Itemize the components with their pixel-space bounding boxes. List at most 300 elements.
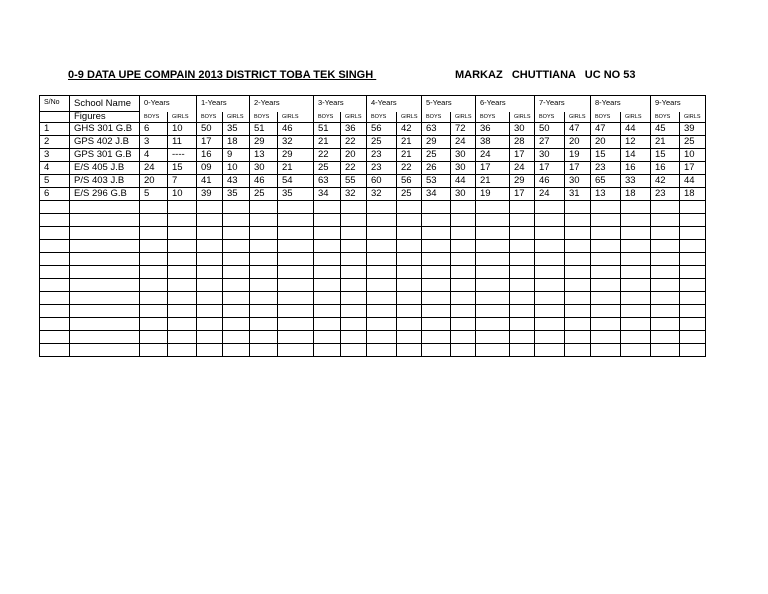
empty-cell (565, 305, 591, 318)
empty-cell (223, 318, 250, 331)
empty-cell (621, 253, 651, 266)
boys-count-cell: 36 (476, 123, 510, 136)
girls-count-cell: 44 (451, 175, 476, 188)
girls-count-cell: 21 (397, 136, 422, 149)
empty-cell (140, 240, 168, 253)
empty-cell (565, 240, 591, 253)
empty-cell (651, 253, 680, 266)
girls-count-cell: 30 (451, 188, 476, 201)
empty-cell (70, 292, 140, 305)
girls-count-cell: 56 (397, 175, 422, 188)
boys-count-cell: 47 (591, 123, 621, 136)
boys-count-cell: 30 (250, 162, 278, 175)
empty-cell (680, 201, 706, 214)
boys-subheader: BOYS (197, 112, 223, 123)
empty-cell (510, 292, 535, 305)
girls-subheader: GIRLS (565, 112, 591, 123)
empty-cell (197, 318, 223, 331)
empty-cell (341, 227, 367, 240)
empty-cell (680, 318, 706, 331)
girls-count-cell: 47 (565, 123, 591, 136)
empty-cell (621, 344, 651, 357)
empty-cell (651, 227, 680, 240)
empty-cell (397, 318, 422, 331)
boys-count-cell: 46 (535, 175, 565, 188)
boys-count-cell: 17 (535, 162, 565, 175)
empty-cell (70, 214, 140, 227)
empty-cell (367, 227, 397, 240)
girls-count-cell: 11 (168, 136, 197, 149)
empty-cell (278, 240, 314, 253)
empty-cell (535, 253, 565, 266)
empty-cell (422, 344, 451, 357)
empty-cell (341, 292, 367, 305)
empty-cell (451, 292, 476, 305)
boys-count-cell: 5 (140, 188, 168, 201)
empty-cell (422, 292, 451, 305)
boys-count-cell: 09 (197, 162, 223, 175)
empty-cell (621, 318, 651, 331)
empty-cell (680, 227, 706, 240)
empty-cell (510, 344, 535, 357)
boys-count-cell: 23 (367, 162, 397, 175)
empty-cell (565, 214, 591, 227)
boys-count-cell: 24 (140, 162, 168, 175)
empty-cell (565, 227, 591, 240)
empty-cell (314, 344, 341, 357)
boys-count-cell: 63 (422, 123, 451, 136)
age-group-header: 3-Years (314, 96, 367, 112)
empty-cell (367, 279, 397, 292)
empty-table-row (40, 344, 706, 357)
empty-cell (422, 279, 451, 292)
empty-cell (70, 240, 140, 253)
empty-cell (278, 331, 314, 344)
empty-cell (451, 214, 476, 227)
empty-cell (651, 266, 680, 279)
school-name-cell: GPS 301 G.B (70, 149, 140, 162)
boys-subheader: BOYS (250, 112, 278, 123)
empty-cell (397, 201, 422, 214)
empty-cell (70, 201, 140, 214)
empty-cell (140, 227, 168, 240)
girls-count-cell: 22 (341, 136, 367, 149)
empty-cell (168, 214, 197, 227)
empty-cell (476, 201, 510, 214)
empty-cell (314, 201, 341, 214)
empty-cell (621, 214, 651, 227)
empty-cell (278, 318, 314, 331)
empty-cell (140, 305, 168, 318)
empty-cell (168, 253, 197, 266)
boys-subheader: BOYS (535, 112, 565, 123)
girls-count-cell: 17 (565, 162, 591, 175)
girls-count-cell: 22 (341, 162, 367, 175)
serial-number-cell: 3 (40, 149, 70, 162)
girls-count-cell: 32 (341, 188, 367, 201)
girls-count-cell: 21 (397, 149, 422, 162)
upe-data-table (39, 95, 706, 357)
empty-cell (476, 214, 510, 227)
girls-count-cell: 31 (565, 188, 591, 201)
empty-cell (591, 266, 621, 279)
empty-cell (314, 331, 341, 344)
empty-cell (476, 305, 510, 318)
girls-subheader: GIRLS (680, 112, 706, 123)
empty-cell (476, 279, 510, 292)
empty-cell (40, 227, 70, 240)
empty-cell (278, 292, 314, 305)
empty-cell (451, 253, 476, 266)
girls-count-cell: 54 (278, 175, 314, 188)
empty-cell (422, 331, 451, 344)
boys-count-cell: 19 (476, 188, 510, 201)
boys-count-cell: 60 (367, 175, 397, 188)
girls-count-cell: 24 (451, 136, 476, 149)
empty-cell (565, 318, 591, 331)
boys-count-cell: 38 (476, 136, 510, 149)
girls-count-cell: 35 (223, 123, 250, 136)
boys-count-cell: 53 (422, 175, 451, 188)
school-name-cell: E/S 405 J.B (70, 162, 140, 175)
empty-cell (451, 279, 476, 292)
boys-count-cell: 45 (651, 123, 680, 136)
empty-cell (250, 292, 278, 305)
boys-count-cell: 16 (651, 162, 680, 175)
boys-count-cell: 25 (250, 188, 278, 201)
empty-cell (591, 279, 621, 292)
girls-subheader: GIRLS (168, 112, 197, 123)
empty-cell (367, 318, 397, 331)
empty-cell (341, 214, 367, 227)
empty-cell (40, 266, 70, 279)
boys-count-cell: 23 (651, 188, 680, 201)
empty-cell (314, 227, 341, 240)
girls-count-cell: 14 (621, 149, 651, 162)
table-row (40, 123, 706, 136)
girls-count-cell: 29 (510, 175, 535, 188)
empty-cell (168, 318, 197, 331)
empty-cell (680, 266, 706, 279)
girls-count-cell: 28 (510, 136, 535, 149)
empty-cell (40, 214, 70, 227)
empty-cell (278, 279, 314, 292)
empty-cell (621, 227, 651, 240)
empty-cell (451, 331, 476, 344)
empty-cell (250, 240, 278, 253)
empty-cell (40, 201, 70, 214)
boys-count-cell: 50 (535, 123, 565, 136)
girls-count-cell: 20 (565, 136, 591, 149)
empty-cell (140, 292, 168, 305)
empty-cell (565, 331, 591, 344)
girls-count-cell: 17 (680, 162, 706, 175)
empty-cell (422, 318, 451, 331)
boys-count-cell: 23 (591, 162, 621, 175)
empty-cell (535, 305, 565, 318)
serial-number-cell: 1 (40, 123, 70, 136)
boys-count-cell: 42 (651, 175, 680, 188)
empty-cell (278, 227, 314, 240)
document-title: 0-9 DATA UPE COMPAIN 2013 DISTRICT TOBA TEK SINGH (68, 69, 377, 81)
empty-cell (250, 227, 278, 240)
school-name-cell: GPS 402 J.B (70, 136, 140, 149)
markaz-uc-label: MARKAZ CHUTTIANA UC NO 53 (455, 69, 636, 81)
empty-cell (651, 318, 680, 331)
empty-cell (250, 201, 278, 214)
empty-cell (591, 253, 621, 266)
boys-count-cell: 21 (476, 175, 510, 188)
boys-subheader: BOYS (651, 112, 680, 123)
empty-cell (197, 266, 223, 279)
empty-cell (70, 266, 140, 279)
empty-cell (451, 344, 476, 357)
empty-cell (197, 253, 223, 266)
age-group-header: 6-Years (476, 96, 535, 112)
empty-cell (535, 331, 565, 344)
empty-cell (197, 240, 223, 253)
boys-count-cell: 21 (651, 136, 680, 149)
age-group-header: 5-Years (422, 96, 476, 112)
boys-count-cell: 46 (250, 175, 278, 188)
empty-cell (591, 318, 621, 331)
empty-cell (510, 253, 535, 266)
empty-cell (510, 240, 535, 253)
empty-cell (197, 279, 223, 292)
girls-subheader: GIRLS (510, 112, 535, 123)
boys-count-cell: 17 (476, 162, 510, 175)
empty-cell (70, 318, 140, 331)
boys-count-cell: 15 (651, 149, 680, 162)
boys-count-cell: 22 (314, 149, 341, 162)
table-row (40, 149, 706, 162)
empty-cell (397, 214, 422, 227)
girls-count-cell: 44 (680, 175, 706, 188)
girls-count-cell: 30 (451, 162, 476, 175)
empty-cell (367, 331, 397, 344)
empty-cell (510, 201, 535, 214)
empty-cell (197, 214, 223, 227)
empty-table-row (40, 253, 706, 266)
empty-cell (314, 305, 341, 318)
empty-cell (476, 253, 510, 266)
empty-cell (367, 266, 397, 279)
serial-number-cell: 4 (40, 162, 70, 175)
empty-cell (168, 331, 197, 344)
girls-count-cell: 55 (341, 175, 367, 188)
girls-count-cell: 30 (451, 149, 476, 162)
girls-count-cell: 9 (223, 149, 250, 162)
empty-cell (451, 305, 476, 318)
boys-count-cell: 51 (314, 123, 341, 136)
empty-cell (397, 227, 422, 240)
boys-count-cell: 13 (591, 188, 621, 201)
empty-cell (168, 305, 197, 318)
boys-count-cell: 25 (314, 162, 341, 175)
empty-cell (621, 279, 651, 292)
girls-count-cell: 18 (223, 136, 250, 149)
empty-cell (223, 292, 250, 305)
empty-cell (397, 305, 422, 318)
girls-count-cell: 39 (680, 123, 706, 136)
empty-cell (341, 279, 367, 292)
girls-subheader: GIRLS (397, 112, 422, 123)
empty-cell (510, 279, 535, 292)
empty-cell (197, 201, 223, 214)
empty-cell (621, 266, 651, 279)
empty-cell (422, 305, 451, 318)
age-group-header: 1-Years (197, 96, 250, 112)
empty-cell (651, 214, 680, 227)
empty-cell (168, 266, 197, 279)
empty-table-row (40, 305, 706, 318)
empty-cell (476, 240, 510, 253)
empty-cell (565, 279, 591, 292)
girls-count-cell: 33 (621, 175, 651, 188)
empty-cell (197, 305, 223, 318)
empty-cell (341, 253, 367, 266)
empty-cell (250, 266, 278, 279)
boys-count-cell: 4 (140, 149, 168, 162)
empty-cell (591, 292, 621, 305)
empty-cell (367, 201, 397, 214)
empty-cell (451, 318, 476, 331)
empty-cell (397, 240, 422, 253)
boys-count-cell: 25 (422, 149, 451, 162)
empty-cell (70, 344, 140, 357)
table-row (40, 188, 706, 201)
empty-cell (223, 344, 250, 357)
empty-cell (341, 318, 367, 331)
empty-table-row (40, 227, 706, 240)
empty-cell (70, 227, 140, 240)
girls-count-cell: 32 (278, 136, 314, 149)
empty-cell (451, 227, 476, 240)
empty-cell (40, 279, 70, 292)
girls-count-cell: 10 (168, 123, 197, 136)
empty-cell (278, 214, 314, 227)
empty-cell (510, 227, 535, 240)
empty-cell (40, 253, 70, 266)
empty-cell (250, 344, 278, 357)
empty-cell (621, 292, 651, 305)
empty-cell (250, 331, 278, 344)
empty-cell (341, 266, 367, 279)
empty-cell (40, 240, 70, 253)
girls-subheader: GIRLS (278, 112, 314, 123)
sn-header: S/No (40, 96, 70, 112)
girls-count-cell: 18 (621, 188, 651, 201)
empty-cell (422, 253, 451, 266)
boys-count-cell: 6 (140, 123, 168, 136)
empty-cell (591, 227, 621, 240)
empty-cell (621, 331, 651, 344)
empty-cell (476, 331, 510, 344)
girls-count-cell: 10 (223, 162, 250, 175)
empty-table-row (40, 240, 706, 253)
empty-cell (535, 201, 565, 214)
empty-cell (223, 305, 250, 318)
girls-count-cell: 17 (510, 188, 535, 201)
school-name-cell: GHS 301 G.B (70, 123, 140, 136)
empty-cell (565, 266, 591, 279)
girls-count-cell: 16 (621, 162, 651, 175)
empty-cell (535, 227, 565, 240)
empty-cell (168, 201, 197, 214)
boys-count-cell: 65 (591, 175, 621, 188)
empty-cell (140, 266, 168, 279)
girls-count-cell: 10 (168, 188, 197, 201)
empty-cell (40, 292, 70, 305)
empty-cell (223, 214, 250, 227)
empty-cell (510, 305, 535, 318)
age-group-header: 4-Years (367, 96, 422, 112)
boys-count-cell: 27 (535, 136, 565, 149)
empty-cell (651, 331, 680, 344)
boys-subheader: BOYS (367, 112, 397, 123)
empty-cell (535, 240, 565, 253)
boys-count-cell: 24 (476, 149, 510, 162)
boys-count-cell: 13 (250, 149, 278, 162)
empty-cell (250, 305, 278, 318)
empty-cell (621, 305, 651, 318)
empty-cell (168, 227, 197, 240)
boys-count-cell: 29 (422, 136, 451, 149)
boys-count-cell: 32 (367, 188, 397, 201)
empty-cell (223, 331, 250, 344)
boys-count-cell: 24 (535, 188, 565, 201)
empty-cell (341, 331, 367, 344)
empty-cell (397, 344, 422, 357)
empty-cell (223, 279, 250, 292)
empty-cell (565, 201, 591, 214)
empty-cell (70, 305, 140, 318)
empty-cell (314, 266, 341, 279)
empty-cell (680, 240, 706, 253)
empty-cell (535, 214, 565, 227)
girls-count-cell: 25 (680, 136, 706, 149)
empty-table-row (40, 279, 706, 292)
empty-cell (397, 266, 422, 279)
empty-cell (40, 331, 70, 344)
girls-count-cell: 35 (278, 188, 314, 201)
empty-cell (314, 318, 341, 331)
girls-count-cell: 20 (341, 149, 367, 162)
empty-cell (278, 266, 314, 279)
empty-cell (278, 344, 314, 357)
boys-count-cell: 51 (250, 123, 278, 136)
empty-cell (422, 240, 451, 253)
age-group-header: 7-Years (535, 96, 591, 112)
boys-subheader: BOYS (140, 112, 168, 123)
empty-cell (197, 292, 223, 305)
girls-count-cell: 25 (397, 188, 422, 201)
girls-count-cell: 17 (510, 149, 535, 162)
empty-cell (422, 266, 451, 279)
empty-cell (651, 279, 680, 292)
serial-number-cell: 2 (40, 136, 70, 149)
boys-count-cell: 21 (314, 136, 341, 149)
empty-cell (422, 227, 451, 240)
empty-cell (591, 201, 621, 214)
serial-number-cell: 5 (40, 175, 70, 188)
girls-subheader: GIRLS (223, 112, 250, 123)
girls-count-cell: 44 (621, 123, 651, 136)
empty-cell (168, 279, 197, 292)
empty-cell (535, 344, 565, 357)
serial-number-cell: 6 (40, 188, 70, 201)
boys-count-cell: 34 (314, 188, 341, 201)
